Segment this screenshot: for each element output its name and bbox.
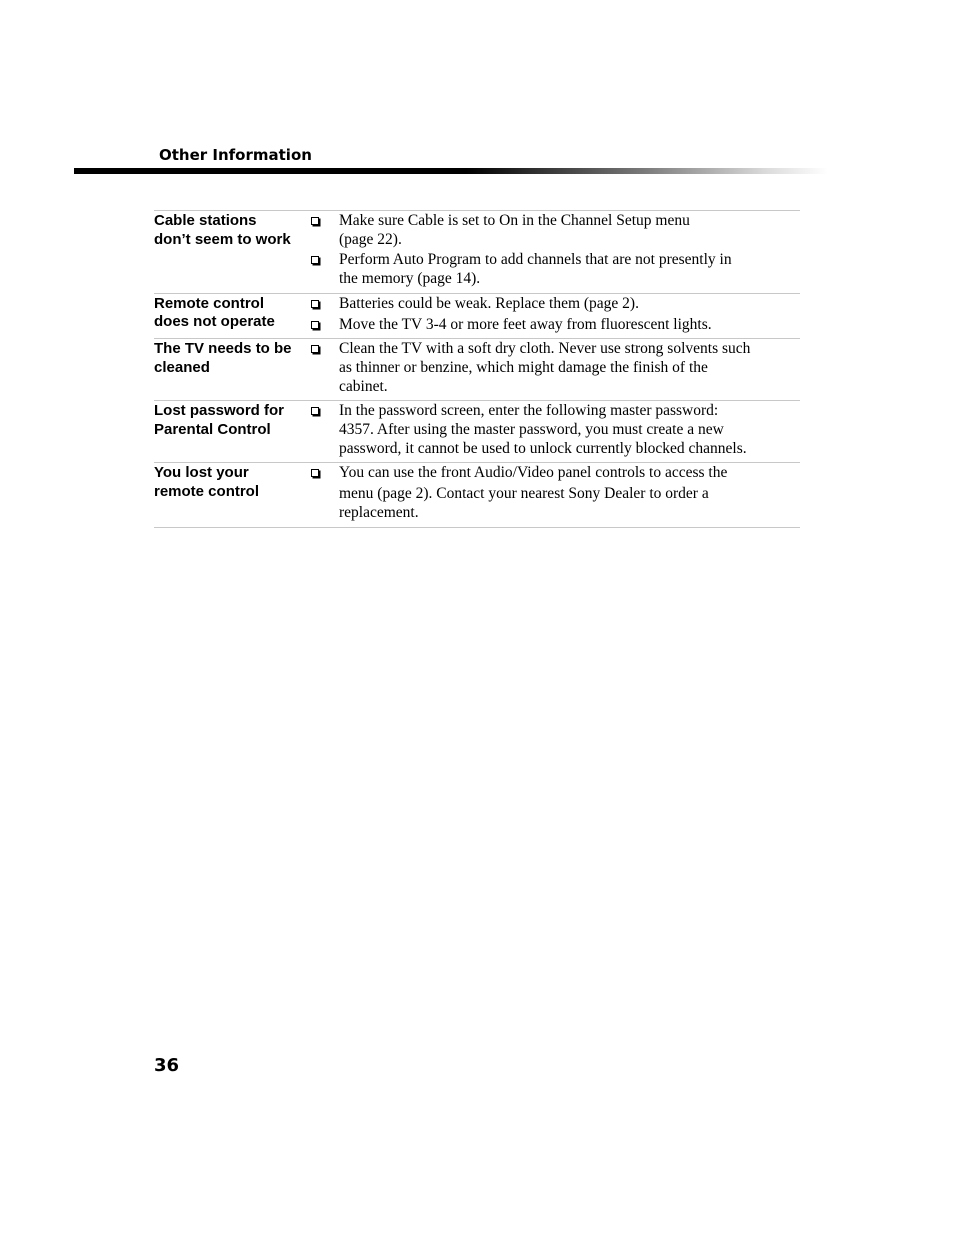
solution-item <box>309 295 800 314</box>
table-row <box>154 401 800 463</box>
solution-line: Make sure Cable is set to On in the Channel Setup menu <box>339 212 690 229</box>
solution-line: cabinet. <box>339 377 388 395</box>
solution-text <box>339 464 800 522</box>
checkbox-bullet-icon <box>311 217 319 225</box>
problem-line: does not operate <box>154 313 275 331</box>
page-number: 36 <box>154 1055 180 1076</box>
solution-line: password, it cannot be used to unlock currently blocked channels. <box>339 439 747 457</box>
problem-line: cleaned <box>154 358 210 376</box>
solution-line: as thinner or benzine, which might damage the finish of the <box>339 358 708 376</box>
solutions-cell <box>309 339 800 401</box>
table-row <box>154 293 800 338</box>
table-row <box>154 211 800 294</box>
checkbox-bullet-icon <box>311 256 319 264</box>
solution-line: Batteries could be weak. Replace them (page 2). <box>339 294 639 312</box>
checkbox-bullet-icon <box>311 469 319 477</box>
problem-line: Remote control <box>154 294 265 312</box>
solution-line: In the password screen, enter the following master password: <box>339 402 719 420</box>
solution-text <box>339 402 800 458</box>
problem-line: Parental Control <box>154 420 271 438</box>
solution-text <box>339 316 800 335</box>
solutions-cell <box>309 293 800 338</box>
problem-line: The TV needs to be <box>154 340 292 358</box>
problem-cell <box>154 339 309 401</box>
problem-line: Lost password for <box>154 402 285 420</box>
problem-cell <box>154 401 309 463</box>
problem-line: remote control <box>154 482 260 500</box>
problem-cell <box>154 463 309 527</box>
problem-line: You lost your <box>154 464 249 482</box>
problem-line: don’t seem to work <box>154 230 291 248</box>
solution-item <box>309 212 800 249</box>
checkbox-bullet-icon <box>311 300 319 308</box>
solution-line: replacement. <box>339 504 419 522</box>
checkbox-bullet-icon <box>311 345 319 353</box>
solution-line: menu (page 2). Contact your nearest Sony Dealer to order a <box>339 485 709 503</box>
header-rule <box>74 168 828 174</box>
problem-cell <box>154 211 309 294</box>
problem-line: Cable stations <box>154 212 257 229</box>
solutions-cell <box>309 211 800 294</box>
solutions-cell <box>309 463 800 527</box>
table-row <box>154 463 800 527</box>
problem-cell <box>154 293 309 338</box>
solution-line: 4357. After using the master password, you must create a new <box>339 421 724 439</box>
solution-item <box>309 251 800 288</box>
troubleshooting-table <box>154 210 800 528</box>
solution-item <box>309 464 800 522</box>
solution-text <box>339 295 800 314</box>
solution-text <box>339 340 800 396</box>
solution-item <box>309 402 800 458</box>
solution-text <box>339 251 800 288</box>
solution-line: Move the TV 3-4 or more feet away from fluorescent lights. <box>339 315 712 333</box>
solution-item <box>309 316 800 335</box>
table-row <box>154 339 800 401</box>
solution-line: Perform Auto Program to add channels that are not presently in <box>339 251 732 269</box>
solution-line: Clean the TV with a soft dry cloth. Never use strong solvents such <box>339 340 751 358</box>
checkbox-bullet-icon <box>311 407 319 415</box>
solution-line: You can use the front Audio/Video panel controls to access the <box>339 464 728 482</box>
solutions-cell <box>309 401 800 463</box>
solution-item <box>309 340 800 396</box>
section-title: Other Information <box>159 146 312 164</box>
checkbox-bullet-icon <box>311 321 319 329</box>
solution-text <box>339 212 800 249</box>
solution-line: the memory (page 14). <box>339 270 481 288</box>
solution-line: (page 22). <box>339 230 402 248</box>
